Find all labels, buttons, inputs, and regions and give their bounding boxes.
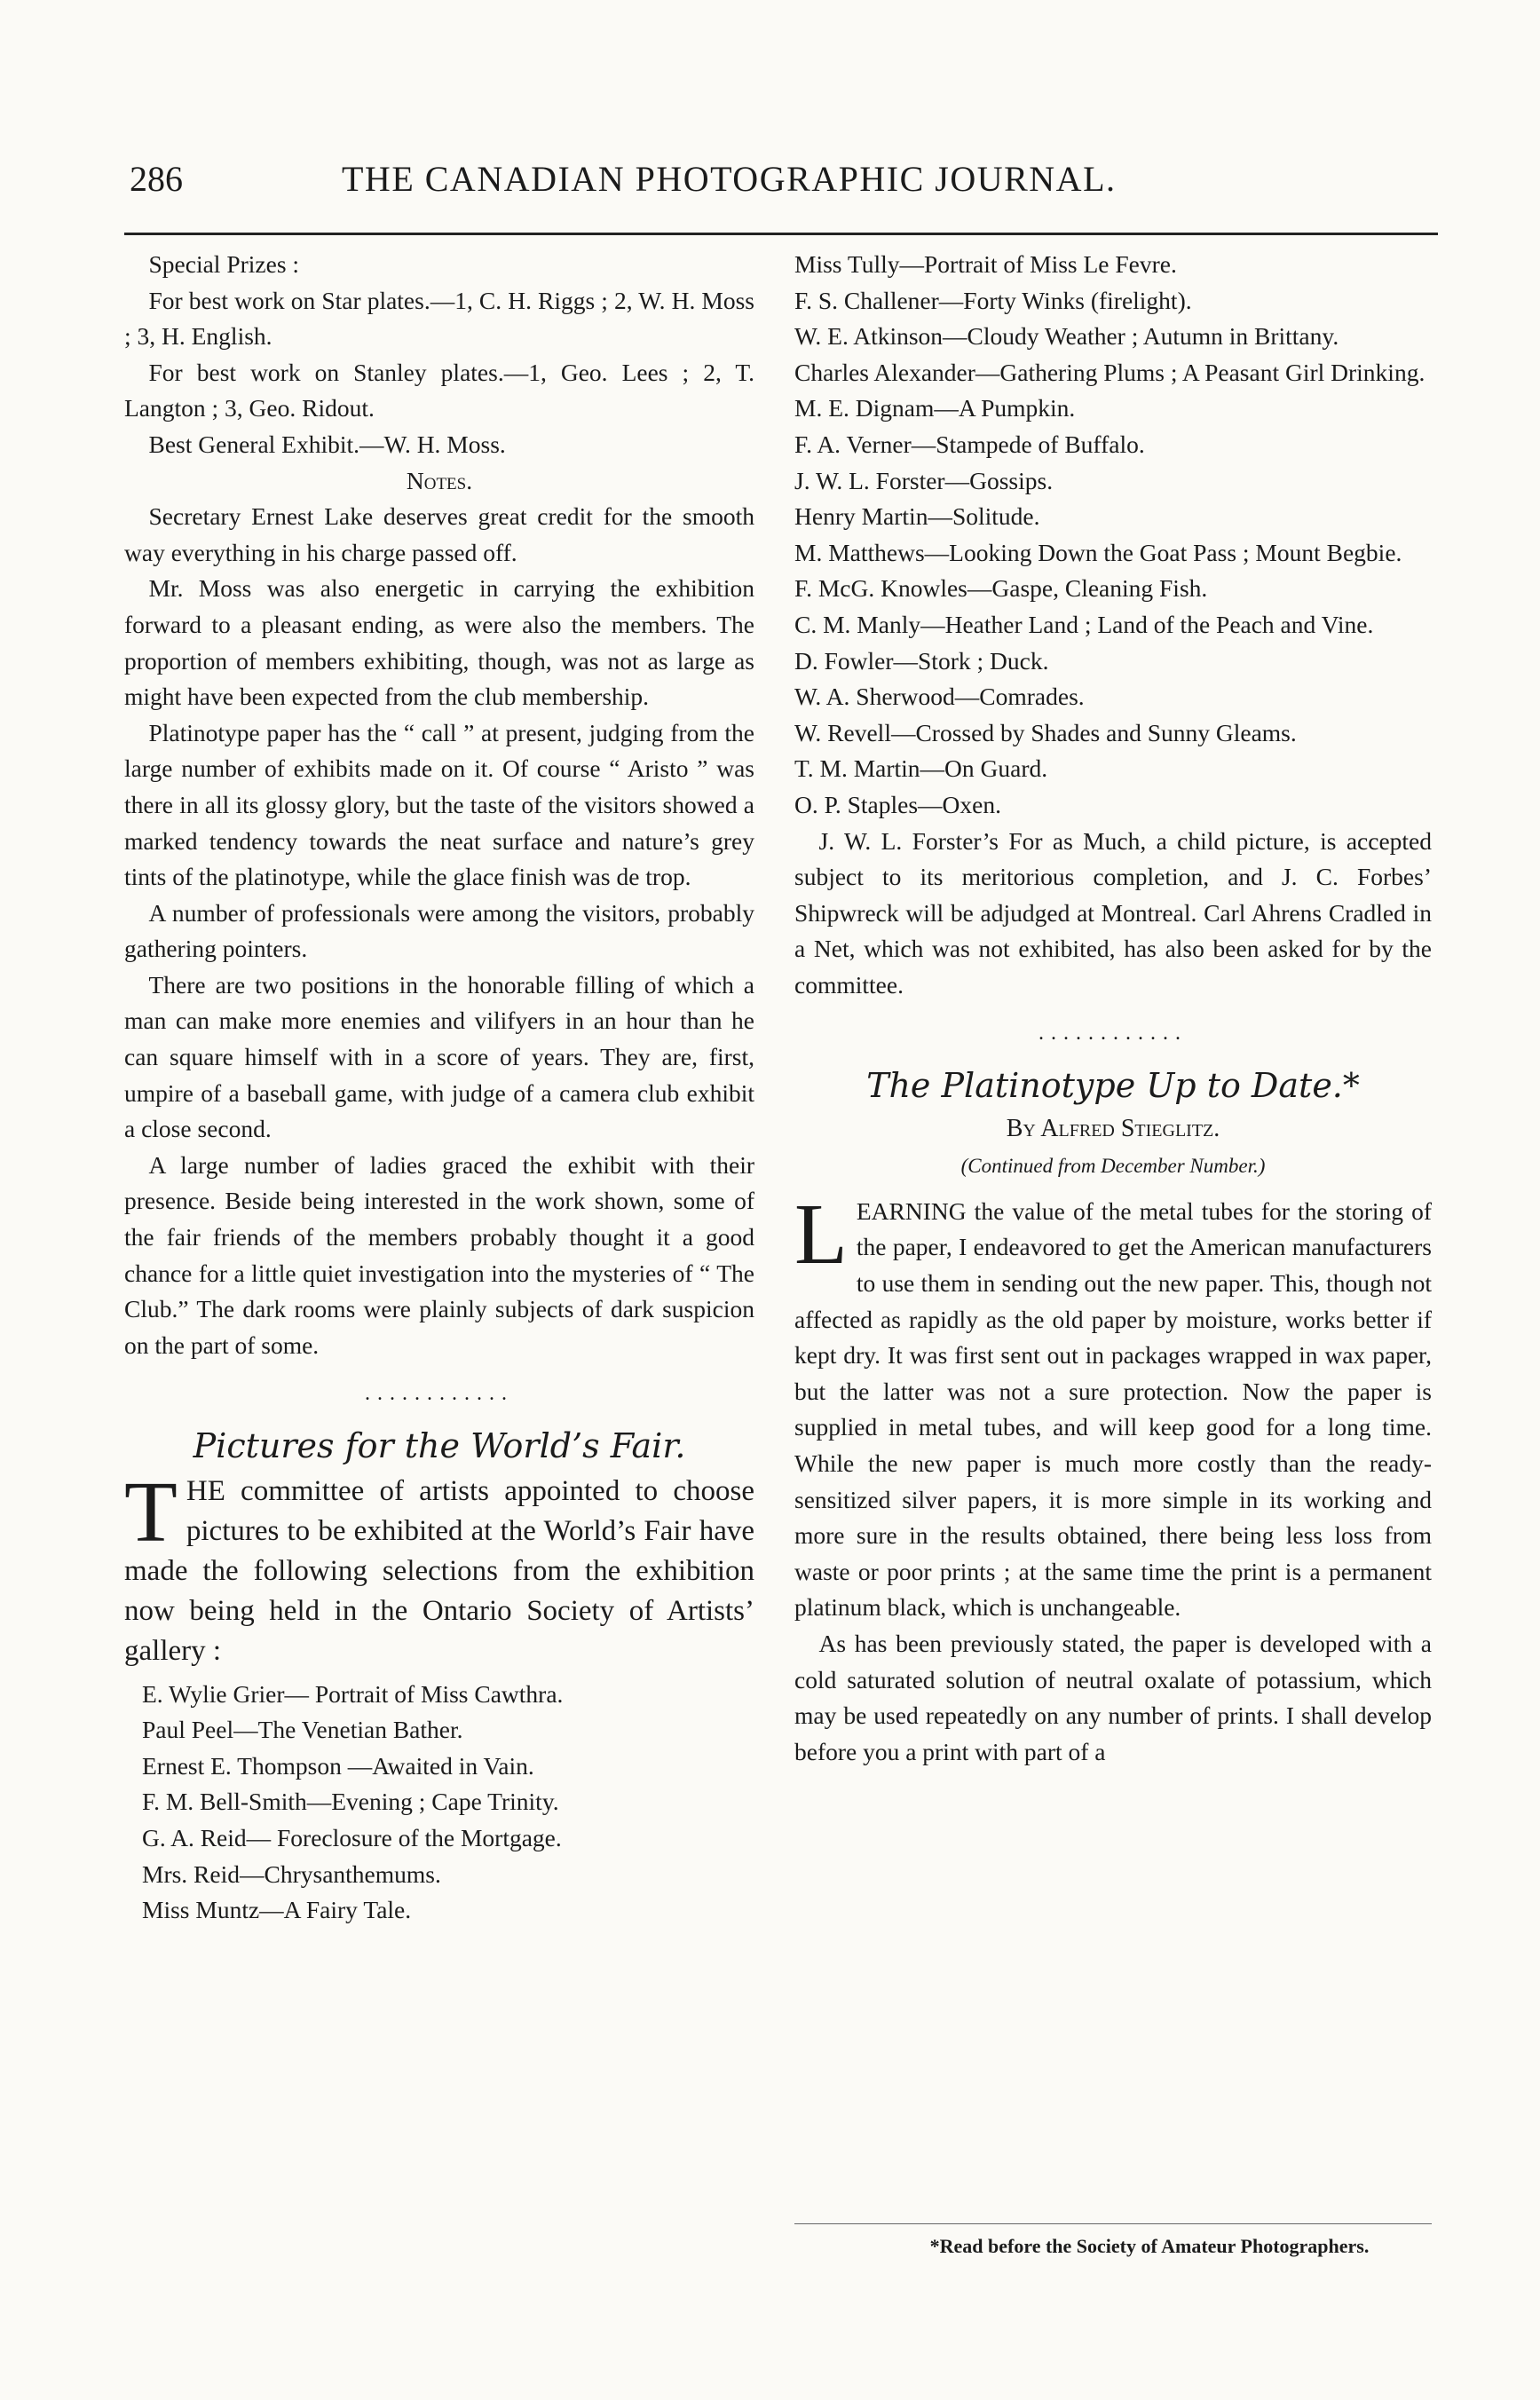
selection-item: F. McG. Knowles—Gaspe, Cleaning Fish. [794,574,1208,603]
selection-item: W. Revell—Crossed by Shades and Sunny Gleams. [794,718,1297,746]
selection-item: E. Wylie Grier— Portrait of Miss Cawthra. [142,1679,564,1708]
paragraph: Secretary Ernest Lake deserves great credit for the smooth way everything in his charge passed off. [124,502,754,566]
lead-paragraph [794,1186,1432,1626]
lead-text: EARNING the value of the metal tubes for the storing of the paper, I endeavored to get the American manufacturers to use them in sending out the new paper. This, though not affected as rapidly as the old paper by moisture, works better if kept dry. It was first sent out in packages wrapped in wax paper, but the latter was not a sure protection. Now the paper is supplied in metal tubes, and will keep good for a long time. While the new paper is much more costly than the ready-sensitized silver papers, it is more simple in its working and more sure in the results obtained, there being less loss from waste or poor prints ; at the same time the print is a permanent platinum black, which is unchangeable. [794,1196,1432,1622]
selection-item: W. E. Atkinson—Cloudy Weather ; Autumn in Brittany. [794,322,1339,351]
byline: By Alfred Stieglitz. [1006,1114,1220,1142]
closing-paragraph: J. W. L. Forster’s For as Much, a child picture, is accepted subject to its meritorious completion, and J. C. Forbes’ Shipwreck will be adjudged at Montreal. Carl Ahrens Cradled in a Net, which was not exhibited, has also been asked for by the committee. [794,826,1432,999]
footnote: *Read before the Society of Amateur Photographers. [929,2235,1370,2257]
selection-item: Miss Muntz—A Fairy Tale. [142,1896,412,1924]
paragraph: Platinotype paper has the “ call ” at present, judging from the large number of exhibits made on it. Of course “ Aristo ” was there in all its glossy glory, but the taste of the visitors showed a marked tendency towards the neat surface and nature’s grey tints of the platinotype, while the glace finish was de trop. [124,718,754,891]
article-title: The Platinotype Up to Date.* [866,1066,1360,1106]
right-column [794,247,1432,1770]
selection-item: D. Fowler—Stork ; Duck. [794,646,1049,675]
section-separator: ............ [1039,1022,1188,1046]
notes-heading: Notes. [406,466,473,494]
selection-item: M. Matthews—Looking Down the Goat Pass ; Mount Begbie. [794,538,1402,566]
paragraph: A number of professionals were among the visitors, probably gathering pointers. [124,898,754,963]
journal-title: THE CANADIAN PHOTOGRAPHIC JOURNAL. [342,159,1117,199]
selection-item: Charles Alexander—Gathering Plums ; A Peasant Girl Drinking. [794,358,1425,386]
page-number: 286 [130,159,183,199]
selection-item: O. P. Staples—Oxen. [794,790,1001,818]
lead-paragraph [124,1464,754,1671]
selection-item: G. A. Reid— Foreclosure of the Mortgage. [142,1823,562,1851]
selection-item: M. E. Dignam—A Pumpkin. [794,394,1076,422]
selection-item: Henry Martin—Solitude. [794,502,1040,531]
selection-item: F. A. Verner—Stampede of Buffalo. [794,430,1145,458]
selection-item: J. W. L. Forster—Gossips. [794,466,1054,494]
drop-cap: L [794,1186,848,1283]
selection-item: Mrs. Reid—Chrysanthemums. [142,1859,441,1888]
left-column [124,247,754,1929]
prize-line: For best work on Stanley plates.—1, Geo. Lees ; 2, T. Langton ; 3, Geo. Ridout. [124,358,754,422]
selection-item: Ernest E. Thompson —Awaited in Vain. [142,1751,534,1780]
selection-item: T. M. Martin—On Guard. [794,754,1048,783]
selection-item: F. M. Bell-Smith—Evening ; Cape Trinity. [142,1788,559,1816]
selection-item: F. S. Challener—Forty Winks (firelight). [794,286,1192,314]
selection-item: Miss Tully—Portrait of Miss Le Fevre. [794,250,1177,278]
selection-item: W. A. Sherwood—Comrades. [794,683,1085,711]
paragraph: There are two positions in the honorable filling of which a man can make more enemies and vilifyers in an hour than he can square himself with in a score of years. They are, first, umpire of a baseball game, with judge of a camera club exhibit a close second. [124,970,754,1143]
prizes-heading: Special Prizes : [148,250,300,278]
paragraph: As has been previously stated, the paper is developed with a cold saturated solution of neutral oxalate of potassium, which may be used repeatedly on any number of prints. I shall develop before you a print with part of a [794,1629,1432,1765]
selection-item: C. M. Manly—Heather Land ; Land of the Peach and Vine. [794,610,1374,638]
section-separator: ............ [365,1382,514,1406]
footnote-rule [794,2223,1432,2224]
prize-line: Best General Exhibit.—W. H. Moss. [148,430,506,458]
drop-cap: T [124,1464,178,1560]
paragraph: A large number of ladies graced the exhibit with their presence. Beside being interested in the work shown, some of the fair friends of the members probably thought it a good chance for a little quiet investigation into the mysteries of “ The Club.” The dark rooms were plainly subjects of dark suspicion on the part of some. [124,1150,754,1359]
section-title: Pictures for the World’s Fair. [193,1426,686,1465]
prize-line: For best work on Star plates.—1, C. H. Riggs ; 2, W. H. Moss ; 3, H. English. [124,286,754,351]
selection-item: Paul Peel—The Venetian Bather. [142,1716,463,1744]
page-header [124,158,1438,211]
header-rule [124,233,1438,235]
paragraph: Mr. Moss was also energetic in carrying the exhibition forward to a pleasant ending, as were also the members. The proportion of members exhibiting, though, was not as large as might have been expected from the club membership. [124,574,754,711]
continued-note: (Continued from December Number.) [960,1155,1266,1178]
lead-text: HE committee of artists appointed to choose pictures to be exhibited at the World’s Fair have made the following selections from the exhibition now being held in the Ontario Society of Artists’ gallery : [124,1474,754,1667]
